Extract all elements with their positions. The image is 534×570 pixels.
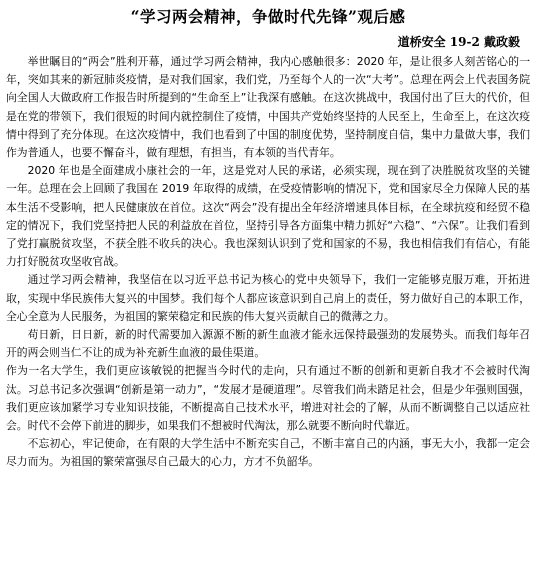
paragraph-4: 苟日新，日日新，新的时代需要加入源源不断的新生血液才能永远保持最强劲的发展势头。而我们每年召开的两会则当仁不让的成为补充新生血液的最佳渠道。 bbox=[6, 328, 530, 360]
paragraph-3: 通过学习两会精神，我坚信在以习近平总书记为核心的党中央领导下，我们一定能够克服万难，开拓进取，实现中华民族伟大复兴的中国梦。我们每个人都应该意识到自己肩上的责任，努力做好自己的本职工作，全心全意为人民服务，为祖国的繁荣稳定和民族的伟大复兴贡献自己的微薄之力。 bbox=[6, 273, 530, 323]
document-body bbox=[6, 53, 530, 472]
paragraph-6: 不忘初心，牢记使命，在有限的大学生活中不断充实自己，不断丰富自己的内涵，事无大小，我都一定会尽力而为。为祖国的繁荣富强尽自己最大的心力，方才不负韶华。 bbox=[6, 437, 530, 469]
document-title: “学习两会精神，争做时代先锋”观后感 bbox=[130, 7, 406, 26]
paragraph-5: 作为一名大学生，我们更应该敏锐的把握当今时代的走向，只有通过不断的创新和更新自我才不会被时代淘汰。习总书记多次强调“创新是第一动力”，“发展才是硬道理”。尽管我们尚未踏足社会，但是少年强则国强，我们更应该加紧学习专业知识技能，不断提高自己技术水平，增进对社会的了解，从而不断调整自己以适应社会。时代不会停下前进的脚步，如果我们不想被时代淘汰，那么就要不断向时代靠近。 bbox=[6, 364, 530, 433]
paragraph-1: 举世瞩目的“两会”胜利开幕，通过学习两会精神，我内心感触很多：2020 年，是让很多人刻苦铭心的一年，突如其来的新冠肺炎疫情，是对我们国家，我们党，乃至每个人的一次“大考”。总理在两会上代表国务院向全国人大做政府工作报告时所提到的“生命至上”让我深有感触。在这次挑战中，我国付出了巨大的代价，但是在党的带领下，我们很短的时间内就控制住了疫情，中国共产党始终坚持的人民至上，生命至上，在这次疫情中得到了充分体现。在这次疫情中，我们也看到了中国的制度优势，坚持制度自信，集中力量做大事，我们作为普通人，也要不懈奋斗，做有理想，有担当，有本领的当代青年。 bbox=[6, 55, 530, 160]
author-byline: 道桥安全 19-2 戴政毅 bbox=[397, 35, 520, 49]
paragraph-2: 2020 年也是全面建成小康社会的一年，这是党对人民的承诺，必须实现，现在到了决胜脱贫攻坚的关键一年。总理在会上回顾了我国在 2019 年取得的成绩，在受疫情影响的情况下，党和国家尽全力保障人民的基本生活不受影响，把人民健康放在首位。这次“两会”没有提出全年经济增速具体目标，在全球抗疫和经贸不稳定的情况下，我们党坚持把人民的利益放在首位，坚持引导各方面集中精力抓好“六稳”、“六保”。让我们看到了党打赢脱贫攻坚，不获全胜不收兵的决心。我也深刻认识到了党和国家的不易，我也相信我们有信心，有能力打好脱贫攻坚收官战。 bbox=[6, 164, 530, 269]
